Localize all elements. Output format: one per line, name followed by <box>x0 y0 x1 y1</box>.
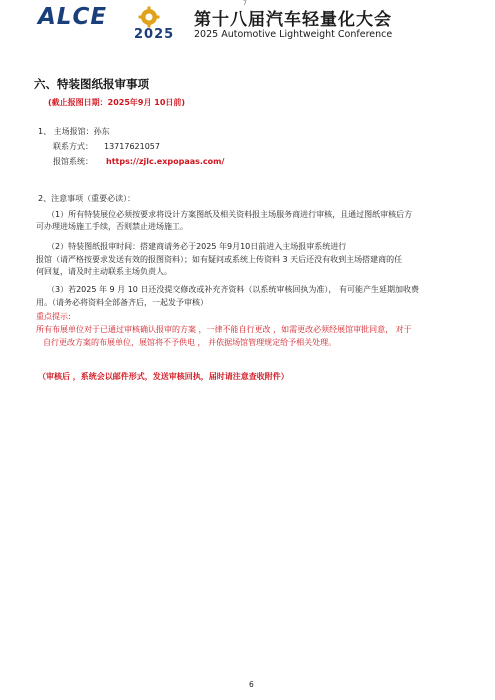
document-header <box>0 0 495 50</box>
logo-wordmark: ALCE <box>38 4 108 30</box>
conference-title-zh: 第十八届汽车轻量化大会 <box>194 10 392 30</box>
system-link[interactable]: https://zjlc.expopaas.com/ <box>106 157 225 166</box>
contact-person: 1、 主场报馆：孙东 <box>38 127 110 136</box>
gear-icon <box>138 6 160 28</box>
notes-heading: 2、注意事项（重要必读）： <box>38 194 136 203</box>
review-notice: （审核后 ，系统会以邮件形式，发送审核回执，届时请注意查收附件） <box>38 372 289 381</box>
tips-line-2: 自行更改方案的布展单位，展馆将不予供电 ， 并依据场馆管理规定给予相关处理。 <box>43 338 337 347</box>
header-mark: 7 <box>243 0 247 7</box>
page-number: 6 <box>249 680 254 689</box>
tips-line-1: 所有布展单位对于已通过审核确认报审的方案 ，一律不能自行更改 ，如需更改必须经展馆审批同意， 对于 <box>36 325 412 334</box>
note-1-line-1: （1）所有特装展位必须按要求将设计方案图纸及相关资料报主场服务商进行审核，且通过图纸审核后方 <box>47 210 413 219</box>
note-3-line-1: （3）若2025 年 9 月 10 日还没提交修改或补充齐资料（以系统审核回执为准）， 有可能产生延期加收费 <box>47 285 419 294</box>
conference-title-en: 2025 Automotive Lightweight Conference <box>194 29 393 40</box>
note-2-line-2: 报馆（请严格按要求发送有效的报图资料）；如有疑问或系统上传资料 3 天后还没有收到主场搭建商的任 <box>36 255 403 264</box>
tips-heading: 重点提示: <box>36 312 71 321</box>
alce-logo <box>38 4 188 46</box>
note-3-line-2: 用。（请务必将资料全部备齐后，一起发予审核） <box>36 298 208 307</box>
deadline-notice: (截止报图日期：2025年9月 10日前) <box>48 98 186 107</box>
phone-number: 13717621057 <box>104 142 160 151</box>
phone-label: 联系方式： <box>53 142 93 151</box>
note-1-line-2: 可办理进场施工手续，否则禁止进场施工。 <box>36 222 188 231</box>
section-title: 六、特装图纸报审事项 <box>34 77 149 91</box>
note-2-line-1: （2）特装图纸报审时间：搭建商请务必于2025 年9月10日前进入主场报审系统进行 <box>47 242 347 251</box>
logo-year: 2025 <box>134 27 175 42</box>
system-label: 报馆系统： <box>53 157 93 166</box>
note-2-line-3: 何回复，请及时主动联系主场负责人。 <box>36 267 172 276</box>
